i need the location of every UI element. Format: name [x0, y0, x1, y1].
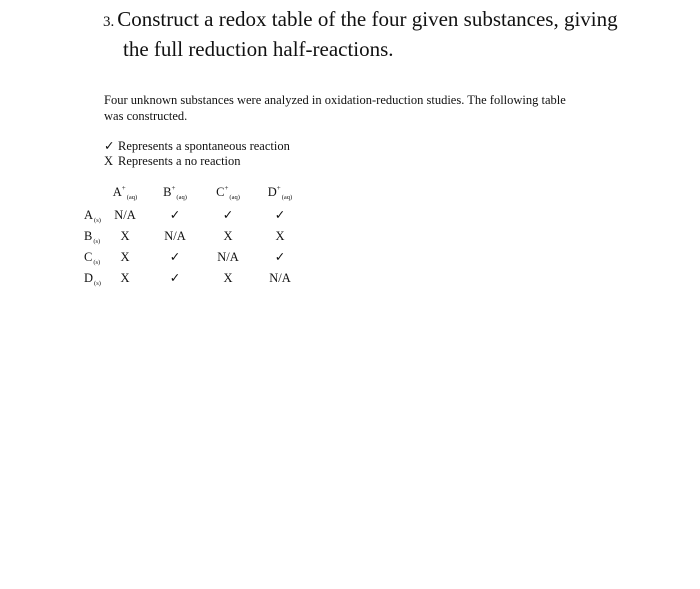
column-header-c: [216, 185, 240, 199]
metal-letter: C: [84, 250, 93, 264]
checkmark-icon: ✓: [274, 208, 286, 222]
x-icon: X: [120, 250, 130, 264]
ion-letter: C: [216, 185, 225, 199]
legend-text: Represents a no reaction: [118, 154, 241, 168]
table-cell: N/A: [114, 208, 136, 222]
ion-letter: A: [112, 185, 122, 199]
ion-charge: +: [171, 184, 176, 192]
row-label-a: [84, 208, 101, 222]
ion-state: (aq): [126, 194, 138, 201]
ion-charge: +: [276, 184, 281, 192]
intro-line-1: Four unknown substances were analyzed in oxidation-reduction studies. The following table: [104, 93, 566, 107]
column-header-b: [163, 185, 187, 199]
column-header-a: [113, 185, 137, 199]
x-icon: X: [223, 229, 233, 243]
checkmark-icon: ✓: [274, 250, 286, 264]
x-icon: X: [104, 154, 114, 168]
x-icon: X: [223, 271, 233, 285]
intro-paragraph: [104, 92, 634, 124]
metal-letter: A: [84, 208, 94, 222]
table-cell: N/A: [164, 229, 186, 243]
question-line-1: Construct a redox table of the four given substances, giving: [117, 7, 618, 31]
ion-charge: +: [224, 184, 229, 192]
ion-state: (aq): [176, 194, 187, 201]
legend-text: Represents a spontaneous reaction: [118, 139, 290, 153]
ion-state: (aq): [281, 194, 293, 201]
ion-charge: +: [121, 184, 126, 192]
metal-state: (s): [93, 238, 101, 245]
metal-letter: B: [84, 229, 93, 243]
legend-item-spontaneous: [104, 139, 290, 154]
metal-state: (s): [94, 280, 101, 287]
table-cell: N/A: [269, 271, 291, 285]
ion-letter: B: [163, 185, 172, 199]
question-line-2: the full reduction half-reactions.: [123, 37, 394, 61]
question-number: 3.: [103, 14, 115, 30]
metal-state: (s): [94, 217, 101, 224]
checkmark-icon: ✓: [169, 208, 181, 222]
x-icon: X: [275, 229, 285, 243]
checkmark-icon: ✓: [169, 271, 181, 285]
checkmark-icon: ✓: [104, 139, 115, 153]
ion-letter: D: [267, 185, 277, 199]
legend-item-no-reaction: [104, 154, 290, 169]
metal-state: (s): [93, 259, 101, 266]
question-heading: [103, 6, 663, 63]
row-label-c: [84, 250, 100, 264]
ion-state: (aq): [229, 194, 240, 201]
row-label-b: [84, 229, 100, 243]
x-icon: X: [120, 229, 130, 243]
column-header-d: [268, 185, 292, 199]
x-icon: X: [120, 271, 130, 285]
intro-line-2: was constructed.: [104, 109, 188, 123]
table-cell: N/A: [217, 250, 239, 264]
checkmark-icon: ✓: [222, 208, 234, 222]
checkmark-icon: ✓: [169, 250, 181, 264]
row-label-d: [84, 271, 101, 285]
legend: [104, 139, 290, 169]
metal-letter: D: [84, 271, 94, 285]
